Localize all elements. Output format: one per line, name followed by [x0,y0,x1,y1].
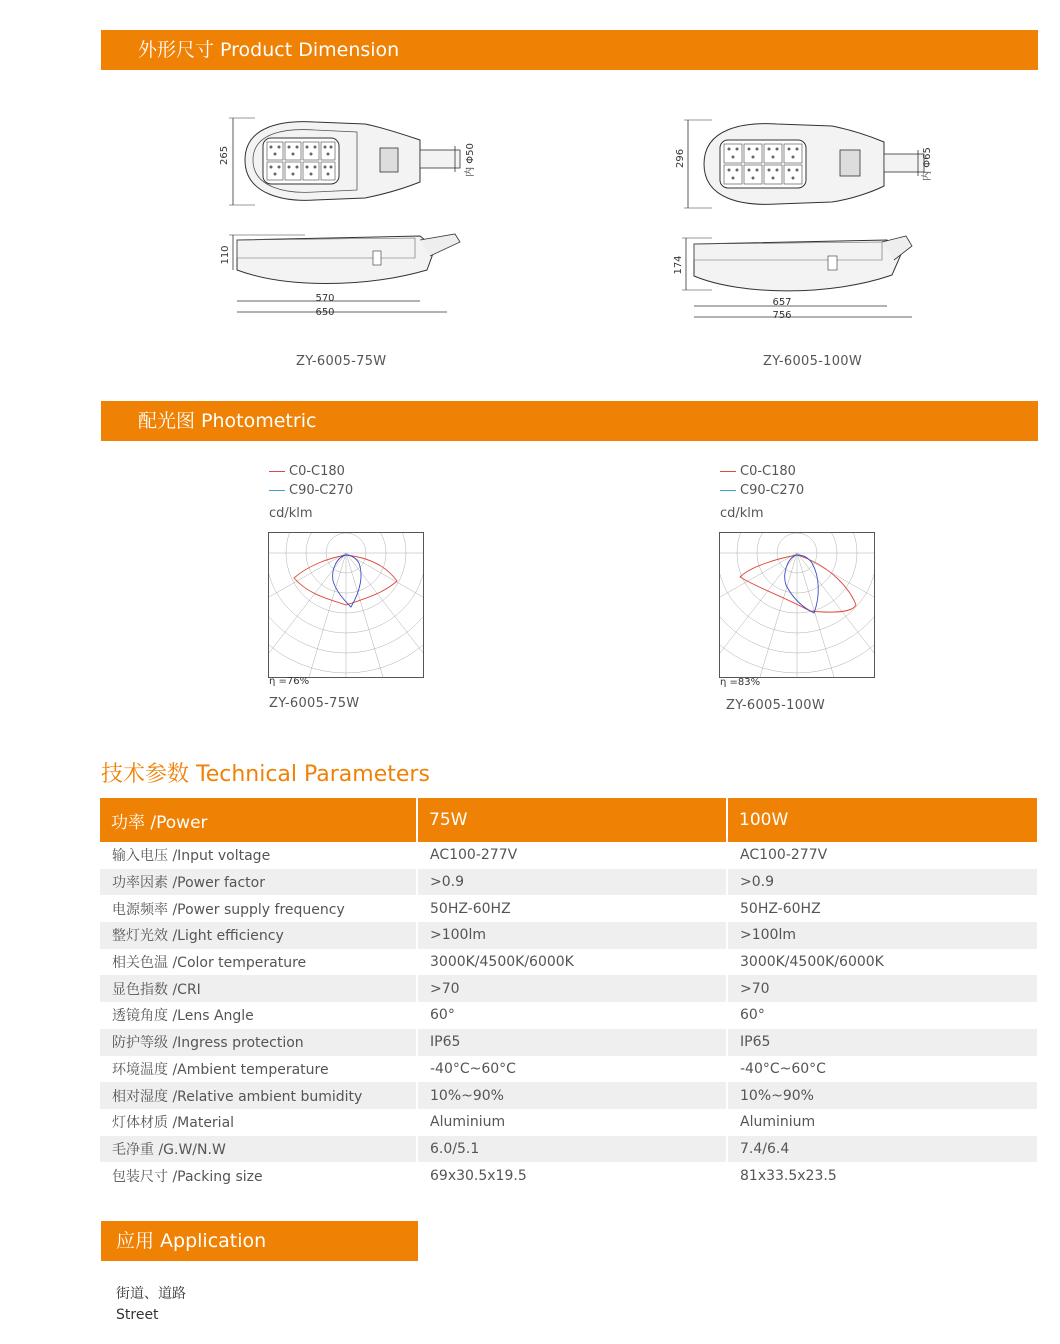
table-cell: 7.4/6.4 [727,1136,1037,1163]
photometric-section-header [101,401,1038,441]
table-cell: IP65 [417,1029,727,1056]
table-cell: 69x30.5x19.5 [417,1162,727,1189]
table-cell: 50HZ-60HZ [727,895,1037,922]
application-section-header [101,1221,418,1261]
legend-swatch-red [720,471,736,472]
dimension-pipe-label: 内 Φ65 [922,147,933,181]
photometric-model-75w: ZY-6005-75W [269,696,360,711]
table-header-power: 功率 /Power [100,798,417,842]
table-row [100,1136,1037,1163]
table-cell: 防护等级 /Ingress protection [100,1029,417,1056]
legend-swatch-cyan [720,490,736,491]
table-cell: 50HZ-60HZ [417,895,727,922]
table-cell: 功率因素 /Power factor [100,869,417,896]
table-row [100,1162,1037,1189]
table-cell: IP65 [727,1029,1037,1056]
table-cell: 相对湿度 /Relative ambient bumidity [100,1082,417,1109]
table-cell: >100lm [727,922,1037,949]
table-header-100w: 100W [727,798,1037,842]
dimension-pipe-label: 内 Φ50 [465,143,476,177]
legend-item-c0 [720,462,804,481]
table-cell: >100lm [417,922,727,949]
legend-item-c90 [720,481,804,500]
polar-diagram-75w [268,532,424,678]
legend-label-c90: C90-C270 [740,483,805,498]
photometric-unit-75w: cd/klm [269,506,313,521]
table-cell: Aluminium [727,1109,1037,1136]
legend-swatch-red [269,471,285,472]
table-cell: 3000K/4500K/6000K [727,949,1037,976]
table-cell: AC100-277V [417,842,727,869]
table-cell: 相关色温 /Color temperature [112,955,307,972]
application-line-cn: 街道、道路 [116,1286,186,1302]
polar-grid-100w [720,533,874,677]
dimension-length-inner: 570 [315,293,335,304]
table-row [100,869,1037,896]
photometric-unit-100w: cd/klm [720,506,764,521]
table-cell: 3000K/4500K/6000K [417,949,727,976]
table-header-row [100,798,1037,842]
dimension-height-label: 296 [675,148,686,168]
table-cell: 整灯光效 /Light efficiency [100,922,417,949]
table-cell: AC100-277V [727,842,1037,869]
dimension-height-label: 265 [219,145,230,165]
photometric-legend-75w [269,462,353,500]
table-cell: 10%~90% [417,1082,727,1109]
table-header-75w: 75W [417,798,727,842]
table-cell: 60° [417,1002,727,1029]
legend-label-c0: C0-C180 [289,464,345,479]
table-cell: 显色指数 /CRI [100,975,417,1002]
table-cell: -40°C~60°C [727,1056,1037,1083]
photometric-legend-100w [720,462,804,500]
application-line-en: Street [116,1307,159,1323]
dimension-side-height-label: 174 [673,255,684,275]
dimension-section-title: 外形尺寸 Product Dimension [138,39,400,61]
table-row [100,949,1037,976]
photometric-section-title: 配光图 Photometric [138,410,317,432]
dimension-model-100w: ZY-6005-100W [763,354,863,369]
table-row [100,842,1037,869]
photometric-eta-100w: η =83% [720,677,761,688]
dimension-length-outer: 756 [772,310,792,321]
legend-label-c0: C0-C180 [740,464,796,479]
legend-label-c90: C90-C270 [289,483,354,498]
technical-section-title: 技术参数 Technical Parameters [101,762,430,787]
table-row [100,1029,1037,1056]
table-cell: >70 [727,975,1037,1002]
table-row [100,1082,1037,1109]
table-cell: 毛净重 /G.W/N.W [100,1136,417,1163]
dimension-side-height-label: 110 [220,245,231,265]
photometric-model-100w: ZY-6005-100W [726,698,826,713]
table-cell: Aluminium [417,1109,727,1136]
table-cell: >0.9 [727,869,1037,896]
table-row [100,975,1037,1002]
table-cell: 包装尺寸 /Packing size [112,1168,263,1185]
table-cell: -40°C~60°C [417,1056,727,1083]
dimension-section-header [101,30,1038,70]
table-row [100,1002,1037,1029]
table-row [100,1056,1037,1083]
table-cell: 透镜角度 /Lens Angle [112,1008,254,1025]
dimension-length-inner: 657 [772,297,792,308]
table-cell: 10%~90% [727,1082,1037,1109]
dimension-drawing-75w [215,110,495,325]
table-cell: 环境温度 /Ambient temperature [112,1061,329,1078]
table-cell: 6.0/5.1 [417,1136,727,1163]
application-section-title: 应用 Application [116,1230,267,1252]
table-cell: >0.9 [417,869,727,896]
photometric-eta-75w: η =76% [269,676,310,687]
table-row [100,1109,1037,1136]
table-cell: 灯体材质 /Material [112,1115,235,1132]
table-cell: 电源频率 /Power supply frequency [112,901,345,918]
table-cell: >70 [417,975,727,1002]
table-cell: 81x33.5x23.5 [727,1162,1037,1189]
dimension-drawing-100w [672,110,952,325]
table-cell: 输入电压 /Input voltage [112,848,271,865]
table-cell: 60° [727,1002,1037,1029]
polar-grid-75w [269,533,423,677]
legend-item-c0 [269,462,353,481]
table-row [100,922,1037,949]
dimension-model-75w: ZY-6005-75W [296,354,387,369]
legend-swatch-cyan [269,490,285,491]
table-row [100,895,1037,922]
polar-diagram-100w [719,532,875,678]
technical-parameters-table [100,798,1037,1189]
dimension-length-outer: 650 [315,307,335,318]
legend-item-c90 [269,481,353,500]
